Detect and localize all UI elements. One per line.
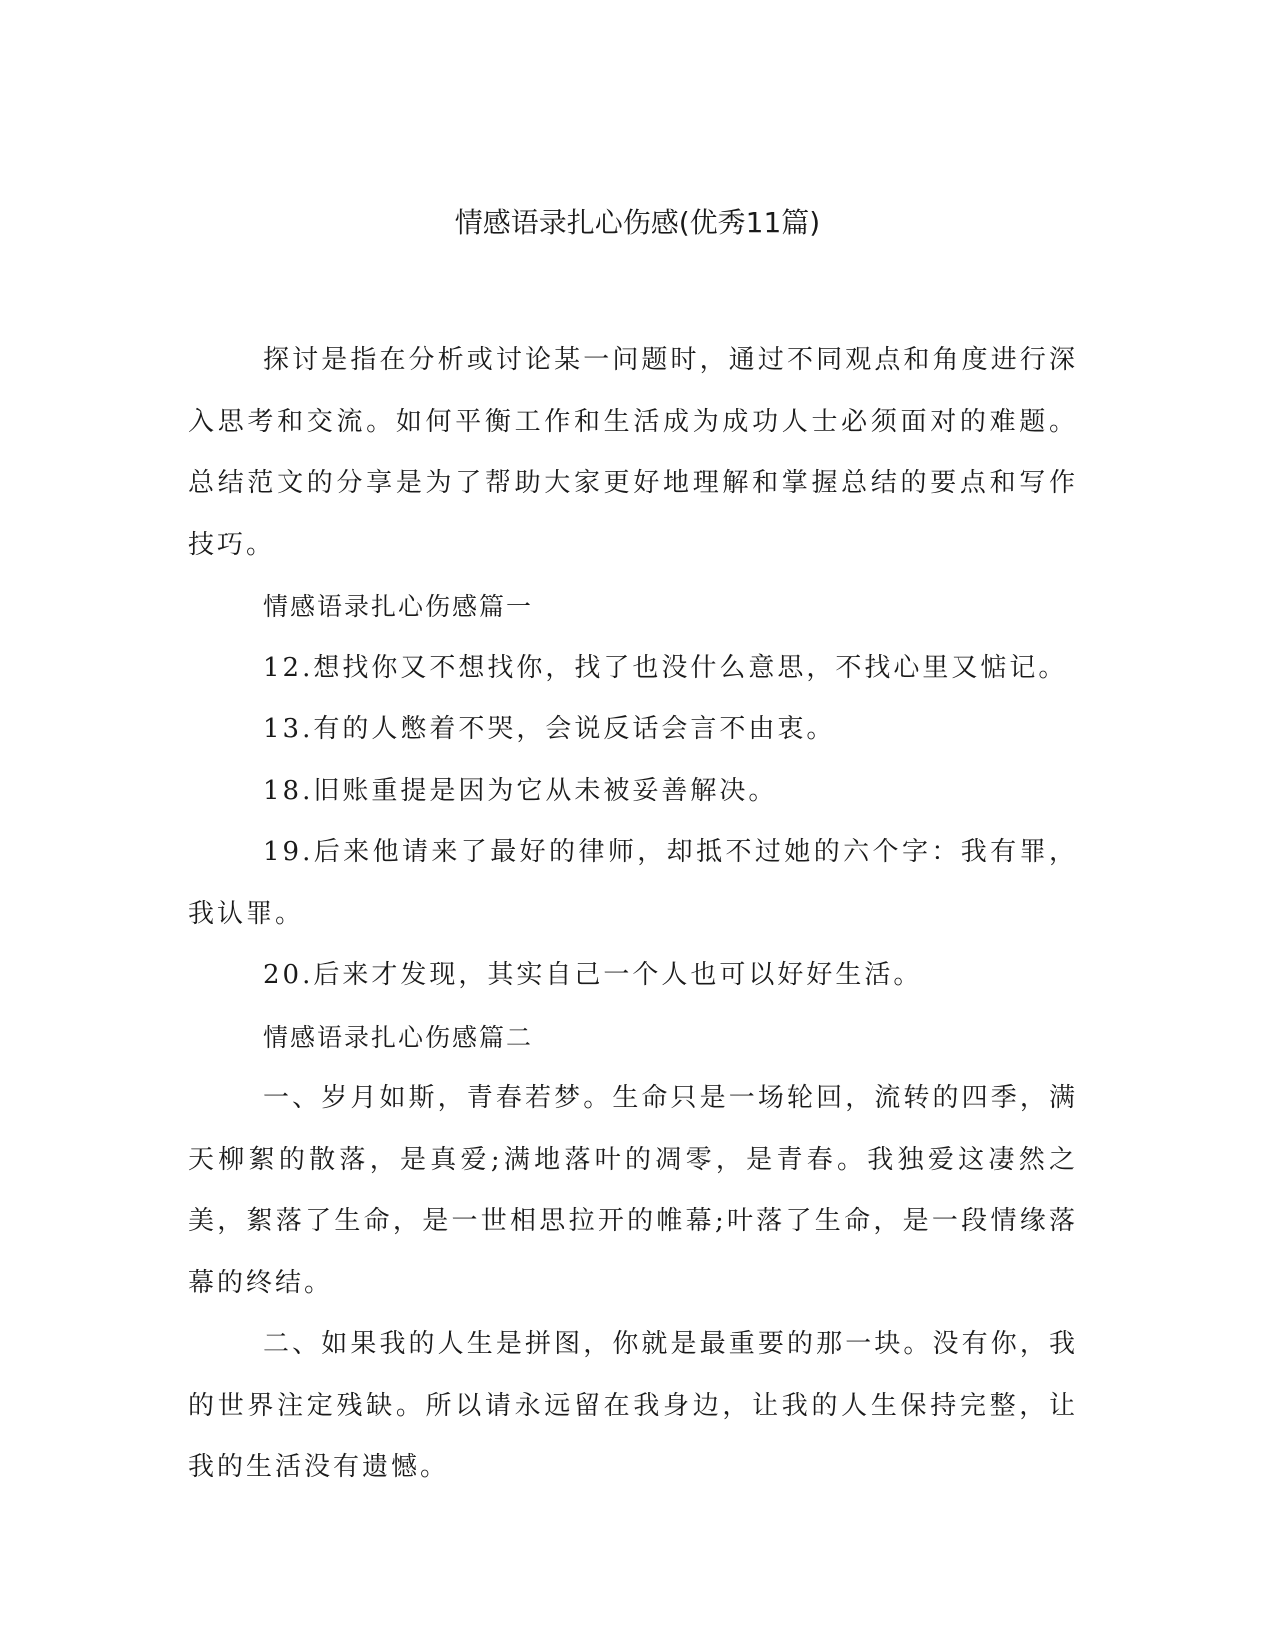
quote-paragraph: 二、如果我的人生是拼图，你就是最重要的那一块。没有你，我的世界注定残缺。所以请永远留在我身边，让我的人生保持完整，让我的生活没有遗憾。 [188, 1329, 1078, 1482]
quote-paragraph: 一、岁月如斯，青春若梦。生命只是一场轮回，流转的四季，满天柳絮的散落，是真爱;满地落叶的凋零，是青春。我独爱这凄然之美，絮落了生命，是一世相思拉开的帷幕;叶落了生命，是一段情缘落幕的终结。 [188, 1083, 1078, 1298]
quote-paragraph: 12.想找你又不想找你，找了也没什么意思，不找心里又惦记。 [263, 652, 1068, 683]
intro-paragraph: 探讨是指在分析或讨论某一问题时，通过不同观点和角度进行深入思考和交流。如何平衡工作和生活成为成功人士必须面对的难题。总结范文的分享是为了帮助大家更好地理解和掌握总结的要点和写作技巧。 [188, 345, 1078, 560]
quote-paragraph: 20.后来才发现，其实自己一个人也可以好好生活。 [263, 960, 923, 990]
quote-paragraph: 18.旧账重提是因为它从未被妥善解决。 [263, 775, 778, 806]
quote-paragraph: 13.有的人憋着不哭，会说反话会言不由衷。 [263, 714, 836, 744]
section-heading-1: 情感语录扎心伤感篇一 [263, 592, 534, 621]
document-body [188, 330, 1078, 1499]
document-title: 情感语录扎心伤感(优秀11篇) [454, 206, 821, 239]
section-heading-2: 情感语录扎心伤感篇二 [263, 1022, 534, 1052]
quote-paragraph: 19.后来他请来了最好的律师，却抵不过她的六个字：我有罪，我认罪。 [188, 837, 1078, 929]
